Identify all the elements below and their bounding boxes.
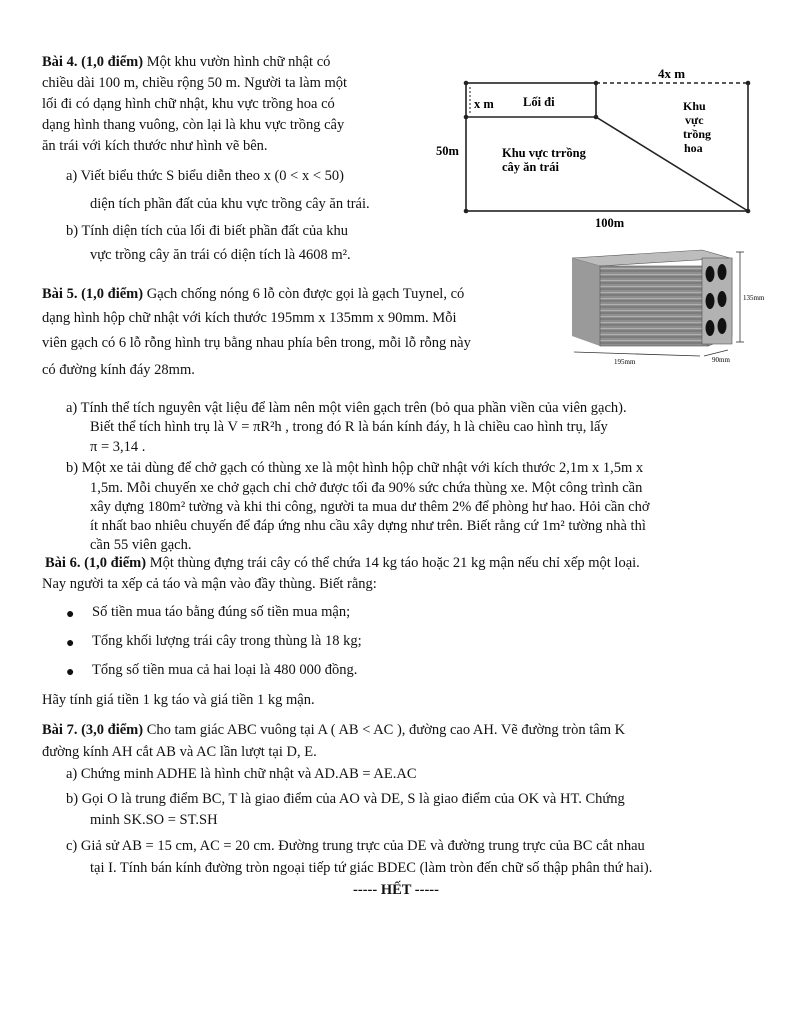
label-path: Lối đi	[523, 95, 555, 109]
bai7-title: Bài 7. (3,0 điểm)	[42, 722, 144, 738]
bai5-title: Bài 5. (1,0 điểm)	[42, 286, 144, 302]
bai4-intro-3: lối đi có dạng hình chữ nhật, khu vực trồng hoa có	[42, 96, 335, 112]
bai4-part-a-2: diện tích phần đất của khu vực trồng cây ăn trái.	[90, 196, 370, 212]
bai5-intro-1: Gạch chống nóng 6 lỗ còn được gọi là gạch Tuynel, có	[146, 286, 465, 302]
bai4-title: Bài 4. (1,0 điểm)	[42, 54, 144, 70]
brick-hole	[706, 266, 715, 282]
label-fruit-1: Khu vực trrồng	[502, 146, 586, 160]
bai5-part-b-1: b) Một xe tải dùng để chở gạch có thùng xe là một hình hộp chữ nhật với kích thước 2,1m x 1,5m x	[66, 460, 644, 476]
bai4-part-b-1: b) Tính diện tích của lối đi biết phần đất của khu	[66, 223, 349, 239]
bai4-part-a-1: a) Viết biểu thức S biểu diễn theo x (0 < x < 50)	[66, 168, 344, 184]
bullet-dot: ●	[66, 665, 75, 680]
brick-height-label: 135mm	[743, 294, 765, 302]
bullet-dot: ●	[66, 607, 75, 622]
bai7-part-c-2: tại I. Tính bán kính đường tròn ngoại tiếp tứ giác BDEC (làm tròn đến chữ số thập phân thứ hai).	[90, 860, 653, 876]
bai5-intro-3: viên gạch có 6 lỗ rỗng hình trụ bằng nhau phía bên trong, mỗi lỗ rỗng này	[42, 335, 471, 351]
brick-front-face	[600, 266, 708, 346]
bai6-intro-2: Nay người ta xếp cả táo và mận vào đầy thùng. Biết rằng:	[42, 576, 377, 592]
bai4-part-b-2: vực trồng cây ăn trái có diện tích là 4608 m².	[90, 247, 351, 263]
brick-illustration	[562, 244, 772, 366]
brick-hole	[718, 264, 727, 280]
label-x: x m	[474, 97, 494, 111]
end-marker: ----- HẾT -----	[353, 882, 439, 898]
label-100m: 100m	[595, 216, 625, 230]
bai4-intro-5: ăn trái với kích thước như hình vẽ bên.	[42, 138, 268, 154]
bai5-part-b-3: xây dựng 180m² tường và khi thi công, người ta mua dư thêm 2% để phòng hư hao. Hỏi cần chở	[90, 499, 650, 515]
label-50m: 50m	[436, 144, 459, 158]
label-flower-3: trồng	[683, 127, 711, 141]
bai5-line-1	[42, 284, 464, 305]
label-flower-2: vực	[685, 113, 704, 127]
bai5-intro-2: dạng hình hộp chữ nhật với kích thước 195mm x 135mm x 90mm. Mỗi	[42, 310, 457, 326]
bai5-part-a-3: π = 3,14 .	[90, 439, 146, 455]
bai4-intro-4: dạng hình thang vuông, còn lại là khu vực trồng cây	[42, 117, 345, 133]
bai5-part-b-4: ít nhất bao nhiêu chuyến để đáp ứng nhu cầu xây dựng như trên. Biết rằng cứ 1m² tường nhà thì	[90, 518, 646, 534]
bai5-part-b-5: cần 55 viên gạch.	[90, 537, 192, 553]
label-fruit-2: cây ăn trái	[502, 160, 559, 174]
label-flower-4: hoa	[684, 141, 703, 155]
bai6-question: Hãy tính giá tiền 1 kg táo và giá tiền 1 kg mận.	[42, 692, 315, 708]
bai6-line-1	[45, 553, 640, 574]
brick-hole	[718, 318, 727, 334]
bai5-part-a-1: a) Tính thể tích nguyên vật liệu để làm nên một viên gạch trên (bỏ qua phần viền của viên gạch).	[66, 400, 627, 416]
flower-slant-edge	[596, 117, 748, 211]
bai7-intro-1: Cho tam giác ABC vuông tại A ( AB < AC ), đường cao AH. Vẽ đường tròn tâm K	[146, 722, 626, 738]
bai6-bullet-1: Số tiền mua táo bằng đúng số tiền mua mận;	[92, 604, 351, 620]
bai7-part-a: a) Chứng minh ADHE là hình chữ nhật và AD.AB = AE.AC	[66, 766, 417, 782]
bai6-bullet-2: Tổng khối lượng trái cây trong thùng là 18 kg;	[92, 633, 362, 649]
bai7-part-b-2: minh SK.SO = ST.SH	[90, 812, 218, 828]
bai7-intro-2: đường kính AH cắt AB và AC lần lượt tại D, E.	[42, 744, 317, 760]
bullet-dot: ●	[66, 636, 75, 651]
bai5-part-b-2: 1,5m. Mỗi chuyến xe chở gạch chỉ chở được tối đa 90% sức chứa thùng xe. Một công trình cần	[90, 480, 643, 496]
brick-length-label: 195mm	[614, 358, 636, 366]
bai6-bullet-3: Tổng số tiền mua cả hai loại là 480 000 đồng.	[92, 662, 358, 678]
bai6-title: Bài 6. (1,0 điểm)	[45, 555, 147, 571]
bai5-part-a-2: Biết thể tích hình trụ là V = πR²h , trong đó R là bán kính đáy, h là chiều cao hình trụ, lấy	[90, 419, 608, 435]
brick-hole	[718, 291, 727, 307]
bai7-line-1	[42, 720, 625, 741]
bai4-intro-2: chiều dài 100 m, chiều rộng 50 m. Người ta làm một	[42, 75, 348, 91]
bai7-part-c-1: c) Giả sử AB = 15 cm, AC = 20 cm. Đường trung trực của DE và đường trung trực của BC cắt nhau	[66, 838, 645, 854]
bai7-part-b-1: b) Gọi O là trung điểm BC, T là giao điểm của AO và DE, S là giao điểm của OK và HT. Chứng	[66, 791, 625, 807]
label-flower-1: Khu	[683, 99, 706, 113]
brick-width-label: 90mm	[712, 356, 730, 364]
bai5-intro-4: có đường kính đáy 28mm.	[42, 362, 195, 378]
bai4-intro-1: Một khu vườn hình chữ nhật có	[146, 54, 331, 70]
brick-hole	[706, 320, 715, 336]
bai6-intro-1: Một thùng đựng trái cây có thể chứa 14 kg táo hoặc 21 kg mận nếu chỉ xếp một loại.	[149, 555, 640, 571]
label-4x: 4x m	[658, 66, 686, 81]
bai4-line-1	[42, 52, 330, 73]
brick-hole	[706, 293, 715, 309]
garden-diagram	[430, 60, 770, 235]
